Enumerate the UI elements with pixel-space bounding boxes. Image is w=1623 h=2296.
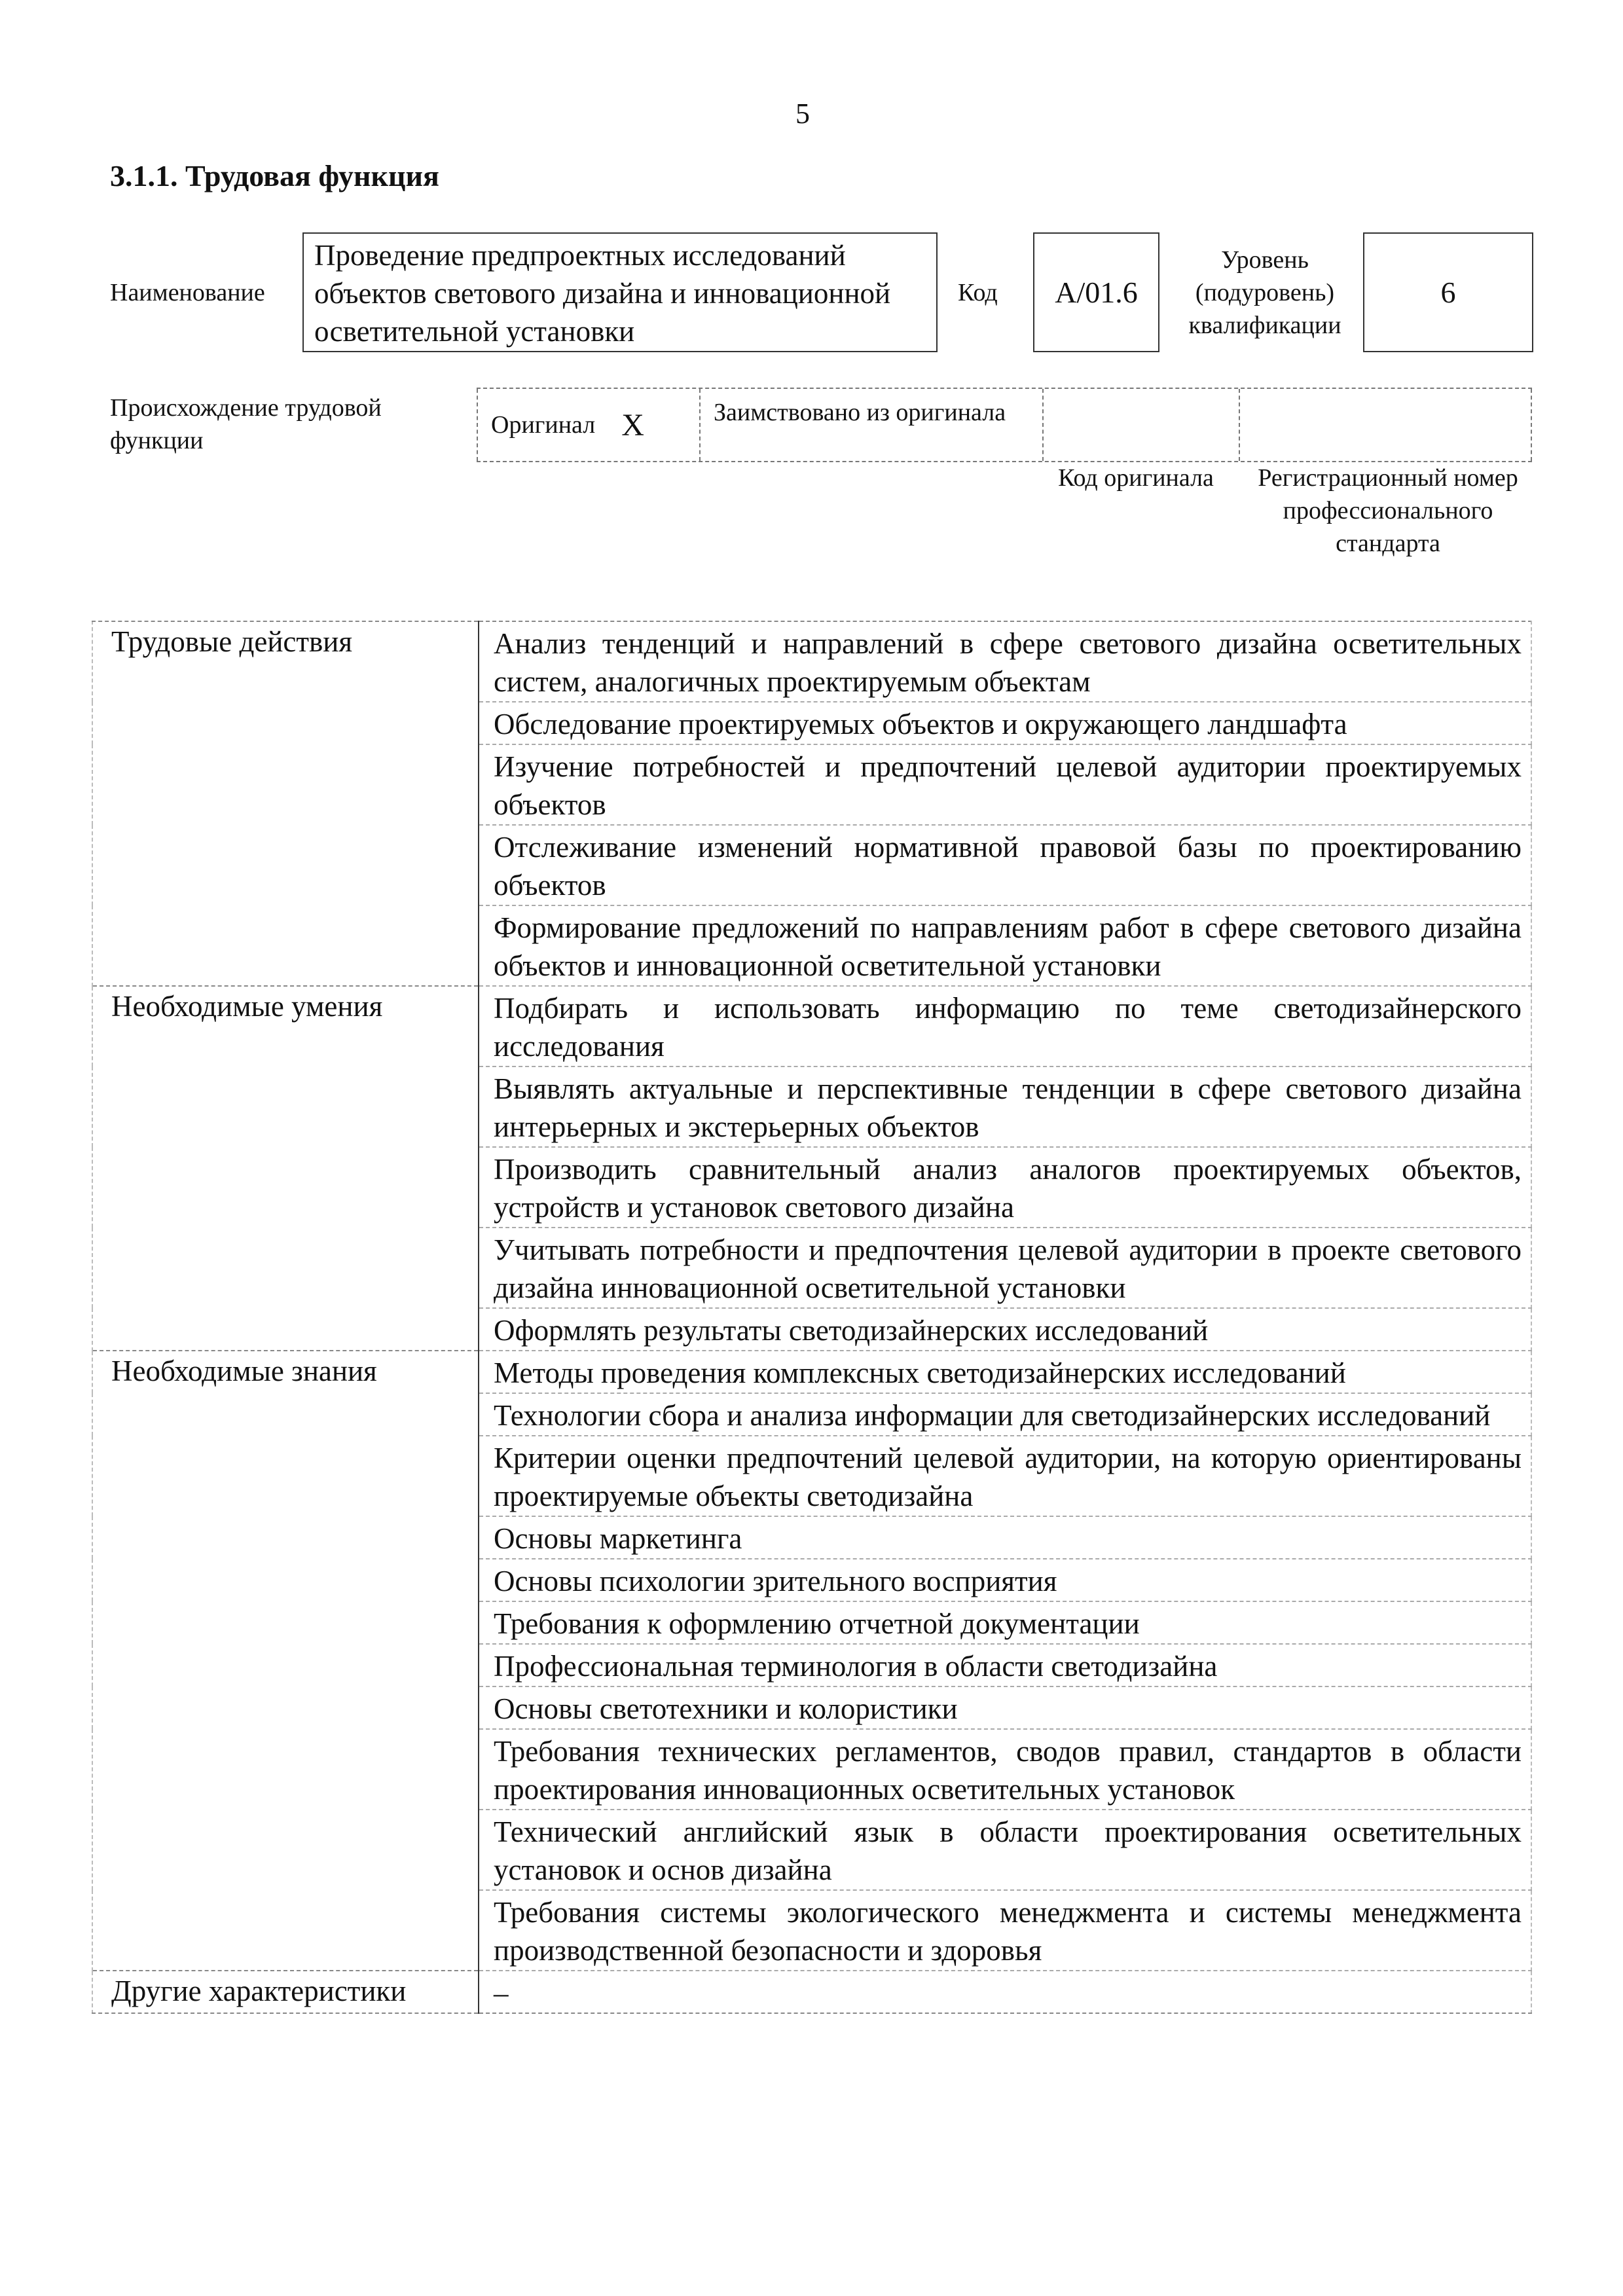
table-cell: Методы проведения комплексных светодизайнерских исследований <box>479 1351 1531 1393</box>
table-cell: Учитывать потребности и предпочтения целевой аудитории в проекте светового дизайна инновационной осветительной установки <box>479 1228 1531 1308</box>
table-cell: – <box>479 1971 1531 2013</box>
origin-original-cell <box>477 389 699 461</box>
other-label: Другие характеристики <box>92 1971 479 2013</box>
origin-row <box>477 388 1532 462</box>
table-cell: Критерии оценки предпочтений целевой аудитории, на которую ориентированы проектируемые объекты светодизайна <box>479 1436 1531 1516</box>
reg-number-label: Регистрационный номер профессионального стандарта <box>1258 464 1518 557</box>
table-cell: Основы светотехники и колористики <box>479 1686 1531 1729</box>
level-value-box <box>1363 232 1533 352</box>
table-cell: Профессиональная терминология в области светодизайна <box>479 1644 1531 1686</box>
code-original-label: Код оригинала <box>1058 464 1214 492</box>
table-cell: Технический английский язык в области проектирования осветительных установок и основ дизайна <box>479 1810 1531 1890</box>
page-number: 5 <box>795 98 810 130</box>
table-cell: Технологии сбора и анализа информации для светодизайнерских исследований <box>479 1393 1531 1436</box>
table-cell: Основы маркетинга <box>479 1516 1531 1559</box>
table-cell: Оформлять результаты светодизайнерских исследований <box>479 1308 1531 1351</box>
table-cell: Анализ тенденций и направлений в сфере светового дизайна осветительных систем, аналогичных проектируемым объектам <box>479 621 1531 702</box>
name-label: Наименование <box>110 279 265 306</box>
table-cell: Изучение потребностей и предпочтений целевой аудитории проектируемых объектов <box>479 744 1531 825</box>
table-cell: Выявлять актуальные и перспективные тенденции в сфере светового дизайна интерьерных и экстерьерных объектов <box>479 1066 1531 1147</box>
reg-number-cell <box>1239 389 1532 461</box>
original-mark: X <box>621 407 644 443</box>
origin-label: Происхождение трудовой функции <box>110 394 382 454</box>
table-cell: Требования технических регламентов, сводов правил, стандартов в области проектирования инновационных осветительных установок <box>479 1729 1531 1810</box>
code-value: A/01.6 <box>1055 276 1138 309</box>
function-name-box: Проведение предпроектных исследований объектов светового дизайна и инновационной осветительной установки <box>302 232 938 352</box>
table-row <box>92 1971 1531 2013</box>
table-cell: Производить сравнительный анализ аналогов проектируемых объектов, устройств и установок светового дизайна <box>479 1147 1531 1228</box>
borrowed-label: Заимствовано из оригинала <box>714 399 1006 426</box>
table-cell: Основы психологии зрительного восприятия <box>479 1559 1531 1601</box>
skills-label: Необходимые умения <box>92 986 479 1351</box>
knowledge-label: Необходимые знания <box>92 1351 479 1971</box>
table-row <box>92 986 1531 1066</box>
borrowed-cell <box>699 389 1042 461</box>
table-cell: Обследование проектируемых объектов и окружающего ландшафта <box>479 702 1531 744</box>
labor-actions-label: Трудовые действия <box>92 621 479 986</box>
table-row <box>92 1351 1531 1393</box>
code-original-cell <box>1042 389 1239 461</box>
table-cell: Подбирать и использовать информацию по теме светодизайнерского исследования <box>479 986 1531 1066</box>
level-value: 6 <box>1440 276 1456 309</box>
table-cell: Требования системы экологического менеджмента и системы менеджмента производственной безопасности и здоровья <box>479 1890 1531 1971</box>
table-cell: Формирование предложений по направлениям работ в сфере светового дизайна объектов и инновационной осветительной установки <box>479 905 1531 986</box>
original-label: Оригинал <box>491 411 596 439</box>
level-label: Уровень (подуровень) квалификации <box>1188 246 1341 339</box>
table-cell: Требования к оформлению отчетной документации <box>479 1601 1531 1644</box>
table-row <box>92 621 1531 702</box>
section-title: 3.1.1. Трудовая функция <box>110 159 439 192</box>
code-value-box <box>1033 232 1159 352</box>
code-label: Код <box>958 279 998 306</box>
function-table <box>92 621 1532 2014</box>
table-cell: Отслеживание изменений нормативной правовой базы по проектированию объектов <box>479 825 1531 905</box>
